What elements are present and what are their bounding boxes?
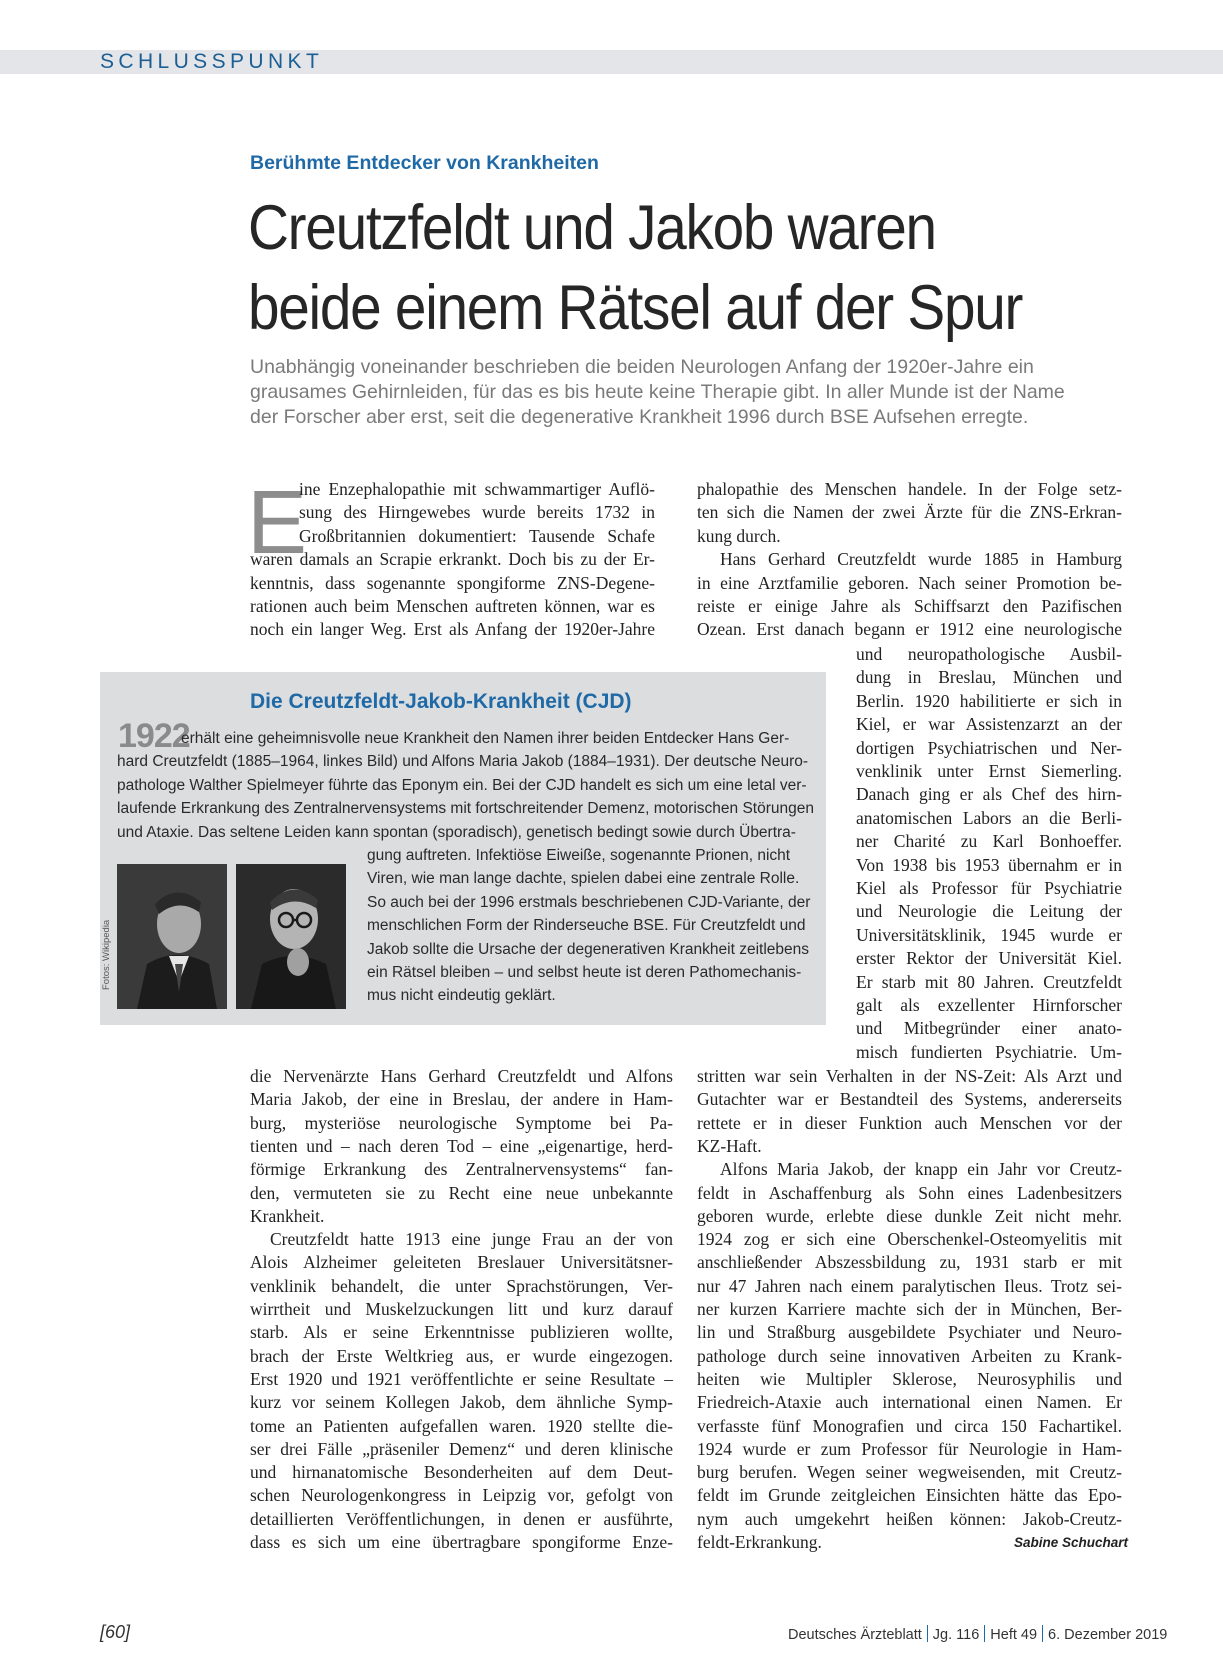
body-line: rationen auch beim Menschen auftreten können, war es bbox=[250, 596, 655, 616]
body-line: Gutachter war er Bestandteil des Systems, andererseits bbox=[697, 1089, 1122, 1110]
info-box-line: So auch bei der 1996 erstmals beschriebenen CJD-Variante, der bbox=[367, 893, 811, 911]
body-line: waren damals an Scrapie erkrankt. Doch bis zu der Er- bbox=[250, 549, 655, 570]
info-box-line: hard Creutzfeldt (1885–1964, linkes Bild) und Alfons Maria Jakob (1884–1931). Der deutsche Neuro- bbox=[117, 753, 809, 771]
body-line: nym auch umgekehrt heißen können: Jakob-Creutz- bbox=[697, 1508, 1122, 1529]
body-line: nur 47 Jahren nach einem paralytischen Ileus. Trotz sei- bbox=[697, 1275, 1122, 1296]
info-box-line: Jakob sollte die Ursache der degenerativen Krankheit zeitlebens bbox=[367, 940, 810, 958]
body-line: galt als exzellenter Hirnforscher bbox=[856, 995, 1122, 1015]
body-line: dortigen Psychiatrischen und Ner- bbox=[856, 737, 1122, 758]
body-line: noch ein langer Weg. Erst als Anfang der 1920er-Jahre bbox=[250, 619, 655, 640]
body-line: Creutzfeldt hatte 1913 eine junge Frau an der von bbox=[270, 1229, 673, 1250]
body-line: misch fundierten Psychiatrie. Um- bbox=[856, 1041, 1122, 1062]
author: Sabine Schuchart bbox=[1014, 1535, 1129, 1550]
body-line: Maria Jakob, der eine in Breslau, der andere in Ham- bbox=[250, 1089, 673, 1110]
body-line: anatomischen Labors an die Berli- bbox=[856, 807, 1122, 828]
headline-line: Creutzfeldt und Jakob waren bbox=[248, 193, 936, 263]
body-line: ner kurzen Karriere machte sich der in München, Ber- bbox=[697, 1299, 1122, 1319]
lead-paragraph bbox=[250, 355, 1130, 430]
volume: Jg. 116 bbox=[932, 1627, 980, 1643]
body-line: wirrtheit und Muskelzuckungen litt und kurz darauf bbox=[250, 1299, 673, 1319]
body-line: burg berufen. Wegen seiner wegweisenden, mit Creutz- bbox=[697, 1462, 1122, 1483]
body-line: kenntnis, dass sogenannte spongiforme ZNS-Degene- bbox=[250, 572, 655, 593]
portrait-creutzfeldt bbox=[117, 864, 227, 1009]
section-label: SCHLUSSPUNKT bbox=[100, 50, 324, 73]
body-line: Friedreich-Ataxie auch international einen Namen. Er bbox=[697, 1392, 1122, 1413]
journal-name: Deutsches Ärzteblatt bbox=[788, 1627, 922, 1643]
body-line: Kiel, er war Assistenzarzt an der bbox=[856, 714, 1122, 735]
body-line: verfasste fünf Monografien und circa 150 Fachartikel. bbox=[697, 1415, 1122, 1436]
portrait-creutzfeldt-icon bbox=[117, 864, 227, 1009]
info-box-line: pathologe Walther Spielmeyer führte das Eponym ein. Bei der CJD handelt es sich um eine letal ver- bbox=[117, 776, 807, 794]
body-line: erster Rektor der Universität Kiel. bbox=[856, 948, 1122, 969]
body-line: förmige Erkrankung des Zentralnervensystems“ fan- bbox=[250, 1159, 673, 1180]
body-line: und Neurologie die Leitung der bbox=[856, 901, 1122, 922]
body-line: Berlin. 1920 habilitierte er sich in bbox=[856, 690, 1122, 711]
separator bbox=[984, 1625, 985, 1642]
body-line: ser drei Fälle „präseniler Demenz“ und deren klinische bbox=[250, 1438, 673, 1459]
body-line: kung durch. bbox=[697, 525, 781, 546]
photo-credit: Fotos: Wikipedia bbox=[101, 919, 112, 990]
lead-line: der Forscher aber erst, seit die degenerative Krankheit 1996 durch BSE Aufsehen erregte. bbox=[250, 406, 1029, 428]
body-line: Ozean. Erst danach begann er 1912 eine neurologische bbox=[697, 619, 1122, 640]
body-line: Hans Gerhard Creutzfeldt wurde 1885 in Hamburg bbox=[720, 549, 1122, 570]
body-line: venklinik behandelt, die unter Sprachstörungen, Ver- bbox=[250, 1275, 673, 1296]
info-box-line: Viren, wie man lange dachte, spielen dabei eine zentrale Rolle. bbox=[367, 870, 800, 888]
body-line: Er starb mit 80 Jahren. Creutzfeldt bbox=[856, 971, 1122, 992]
body-line: ine Enzephalopathie mit schwammartiger Auflö- bbox=[299, 479, 655, 499]
portrait-jakob-icon bbox=[236, 864, 346, 1009]
date: 6. Dezember 2019 bbox=[1048, 1627, 1168, 1643]
body-line: Erst 1920 und 1921 veröffentlichte er seine Resultate – bbox=[250, 1368, 673, 1389]
info-box-line: laufende Erkrankung des Zentralnervensystems mit fortschreitender Demenz, motorischen Störungen bbox=[117, 800, 814, 818]
body-line: heiten wie Multipler Sklerose, Neurosyphilis und bbox=[697, 1368, 1122, 1389]
body-line: anschließender Abszessbildung zu, 1931 starb er mit bbox=[697, 1252, 1122, 1273]
body-line: venklinik unter Ernst Siemerling. bbox=[856, 761, 1122, 781]
body-line: Universitätsklinik, 1945 wurde er bbox=[856, 924, 1122, 945]
drop-cap: E bbox=[247, 473, 308, 573]
body-line: geboren wurde, erlebte diese dunkle Zeit nicht mehr. bbox=[697, 1205, 1122, 1226]
headline bbox=[248, 188, 1094, 348]
separator bbox=[1042, 1625, 1043, 1642]
body-line: den, vermuteten sie zu Recht eine neue unbekannte bbox=[250, 1182, 673, 1203]
body-line: Alois Alzheimer geleiteten Breslauer Universitätsner- bbox=[250, 1252, 673, 1273]
info-box-line: erhält eine geheimnisvolle neue Krankheit den Namen ihrer beiden Entdecker Hans Ger- bbox=[181, 730, 790, 747]
body-line: feldt-Erkrankung. bbox=[697, 1532, 822, 1552]
body-line: kurz vor seinem Kollegen Jakob, dem ähnliche Symp- bbox=[250, 1392, 673, 1413]
body-line: reiste er einige Jahre als Schiffsarzt den Pazifischen bbox=[697, 596, 1122, 616]
body-line: Alfons Maria Jakob, der knapp ein Jahr vor Creutz- bbox=[720, 1159, 1122, 1180]
page-number: [60] bbox=[100, 1622, 131, 1642]
body-line: sung des Hirngewebes wurde bereits 1732 in bbox=[299, 502, 655, 523]
info-box-line: ein Rätsel bleiben – und selbst heute ist deren Pathomechanis- bbox=[367, 964, 802, 981]
body-line: 1924 wurde er zum Professor für Neurologie in Ham- bbox=[697, 1438, 1122, 1459]
body-line: pathologe durch seine innovativen Arbeiten zu Krank- bbox=[697, 1345, 1122, 1366]
portrait-jakob bbox=[236, 864, 346, 1009]
lead-line: grausames Gehirnleiden, für das es bis heute keine Therapie gibt. In aller Munde ist der Name bbox=[250, 381, 1065, 403]
issue: Heft 49 bbox=[990, 1627, 1038, 1643]
body-line: dung in Breslau, München und bbox=[856, 667, 1122, 688]
body-line: starb. Als er seine Erkenntnisse publizieren wollte, bbox=[250, 1322, 673, 1343]
body-line: schen Neurologenkongress in Leipzig vor, gefolgt von bbox=[250, 1485, 673, 1506]
body-line: phalopathie des Menschen handele. In der Folge setz- bbox=[697, 479, 1122, 499]
body-line: in eine Arztfamilie geboren. Nach seiner Promotion be- bbox=[697, 572, 1122, 593]
body-line: rettete er in dieser Funktion auch Menschen vor der bbox=[697, 1112, 1122, 1133]
body-line: brach der Erste Weltkrieg aus, er wurde eingezogen. bbox=[250, 1345, 673, 1366]
info-box-line: menschlichen Form der Rinderseuche BSE. Für Creutzfeldt und bbox=[367, 917, 806, 935]
body-line: Krankheit. bbox=[250, 1205, 325, 1226]
body-line: dass es sich um eine übertragbare spongiforme Enze- bbox=[250, 1532, 673, 1552]
body-line: detaillierten Veröffentlichungen, in denen er ausführte, bbox=[250, 1508, 673, 1529]
body-line: tome an Patienten aufgefallen waren. 1920 stellte die- bbox=[250, 1415, 673, 1436]
body-line: und hirnanatomische Besonderheiten auf dem Deut- bbox=[250, 1462, 673, 1483]
info-box-title: Die Creutzfeldt-Jakob-Krankheit (CJD) bbox=[250, 690, 632, 713]
body-line: Danach ging er als Chef des hirn- bbox=[856, 784, 1122, 805]
info-box-line: mus nicht eindeutig geklärt. bbox=[367, 987, 556, 1005]
body-line: KZ-Haft. bbox=[697, 1135, 762, 1156]
separator bbox=[927, 1625, 928, 1642]
body-line: ten sich die Namen der zwei Ärzte für die ZNS-Erkran- bbox=[697, 502, 1122, 523]
footer-citation bbox=[788, 1625, 1167, 1643]
lead-line: Unabhängig voneinander beschrieben die beiden Neurologen Anfang der 1920er-Jahre ein bbox=[250, 356, 1034, 378]
body-line: feldt in Aschaffenburg als Sohn eines Ladenbesitzers bbox=[697, 1182, 1122, 1203]
info-box-line: und Ataxie. Das seltene Leiden kann spontan (sporadisch), genetisch bedingt sowie durch Übertra- bbox=[117, 823, 796, 841]
body-line: Von 1938 bis 1953 übernahm er in bbox=[856, 854, 1122, 875]
body-line: Kiel als Professor für Psychiatrie bbox=[856, 878, 1122, 898]
body-line: tienten und – nach deren Tod – eine „eigenartige, herd- bbox=[250, 1135, 673, 1156]
body-line: burg, mysteriöse neurologische Symptome bei Pa- bbox=[250, 1112, 673, 1133]
body-line: Großbritannien dokumentiert: Tausende Schafe bbox=[299, 525, 655, 546]
info-box-year: 1922 bbox=[118, 717, 190, 755]
body-line: stritten war sein Verhalten in der NS-Zeit: Als Arzt und bbox=[697, 1066, 1122, 1086]
kicker: Berühmte Entdecker von Krankheiten bbox=[250, 152, 599, 174]
body-line: die Nervenärzte Hans Gerhard Creutzfeldt und Alfons bbox=[250, 1066, 673, 1086]
body-line: lin und Straßburg ausgebildete Psychiater und Neuro- bbox=[697, 1322, 1122, 1343]
body-line: ner Charité zu Karl Bonhoeffer. bbox=[856, 831, 1122, 852]
body-line: und Mitbegründer einer anato- bbox=[856, 1018, 1122, 1039]
body-line: 1924 zog er sich eine Oberschenkel-Osteomyelitis mit bbox=[697, 1229, 1122, 1250]
body-line: und neuropathologische Ausbil- bbox=[856, 644, 1122, 664]
info-box-line: gung auftreten. Infektiöse Eiweiße, sogenannte Prionen, nicht bbox=[367, 847, 791, 864]
headline-line: beide einem Rätsel auf der Spur bbox=[248, 273, 1023, 343]
body-line: feldt im Grunde zeitgleichen Einsichten hätte das Epo- bbox=[697, 1485, 1122, 1506]
